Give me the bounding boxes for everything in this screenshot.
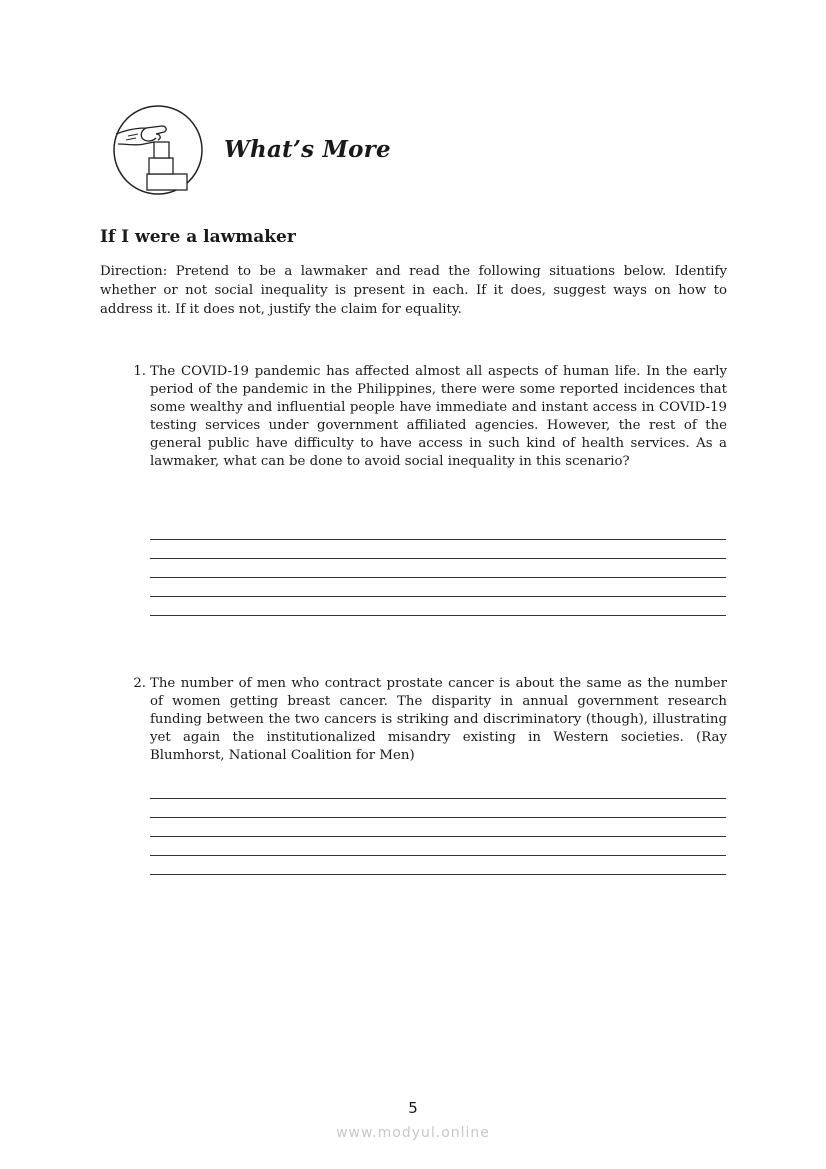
answer-line[interactable] [150,837,726,856]
item-text: The COVID-19 pandemic has affected almost all aspects of human life. In the early period of the pandemic in the Philippines, there were some reported incidences that some wealthy and influential people have immediate and instant access in COVID-19 testing services under government affiliated agencies. However, the rest of the general public have difficulty to have access in such kind of health services. As a lawmaker, what can be done to avoid social inequality in this scenario? [150,364,727,469]
answer-line[interactable] [150,799,726,818]
answer-line[interactable] [150,559,726,578]
item-text: The number of men who contract prostate cancer is about the same as the number of women getting breast cancer. The disparity in annual government research funding between the two cancers is striking and discriminatory (though), illustrating yet again the institutionalized misandry existing in Western societies. (Ray Blumhorst, National Coalition for Men) [150,676,727,763]
hand-stacking-blocks-icon [112,104,204,196]
answer-lines[interactable] [150,521,726,616]
answer-line[interactable] [150,818,726,837]
item-number: 2. [133,676,146,691]
list-item [118,363,727,471]
answer-line[interactable] [150,856,726,875]
watermark: www.modyul.online [336,1125,490,1141]
activity-title: If I were a lawmaker [100,227,296,247]
direction-text: Direction: Pretend to be a lawmaker and read the following situations below. Identify whether or not social inequality is present in each. If it does, suggest ways on how to address it. If it does not, justify the claim for equality. [100,264,727,318]
answer-line[interactable] [150,521,726,540]
whats-more-icon [112,104,204,196]
answer-line[interactable] [150,780,726,799]
section-title: What’s More [224,136,391,163]
answer-line[interactable] [150,597,726,616]
list-item [118,675,727,765]
page-number: 5 [408,1099,418,1117]
answer-line[interactable] [150,540,726,559]
answer-line[interactable] [150,578,726,597]
item-number: 1. [133,364,146,379]
answer-lines[interactable] [150,780,726,875]
